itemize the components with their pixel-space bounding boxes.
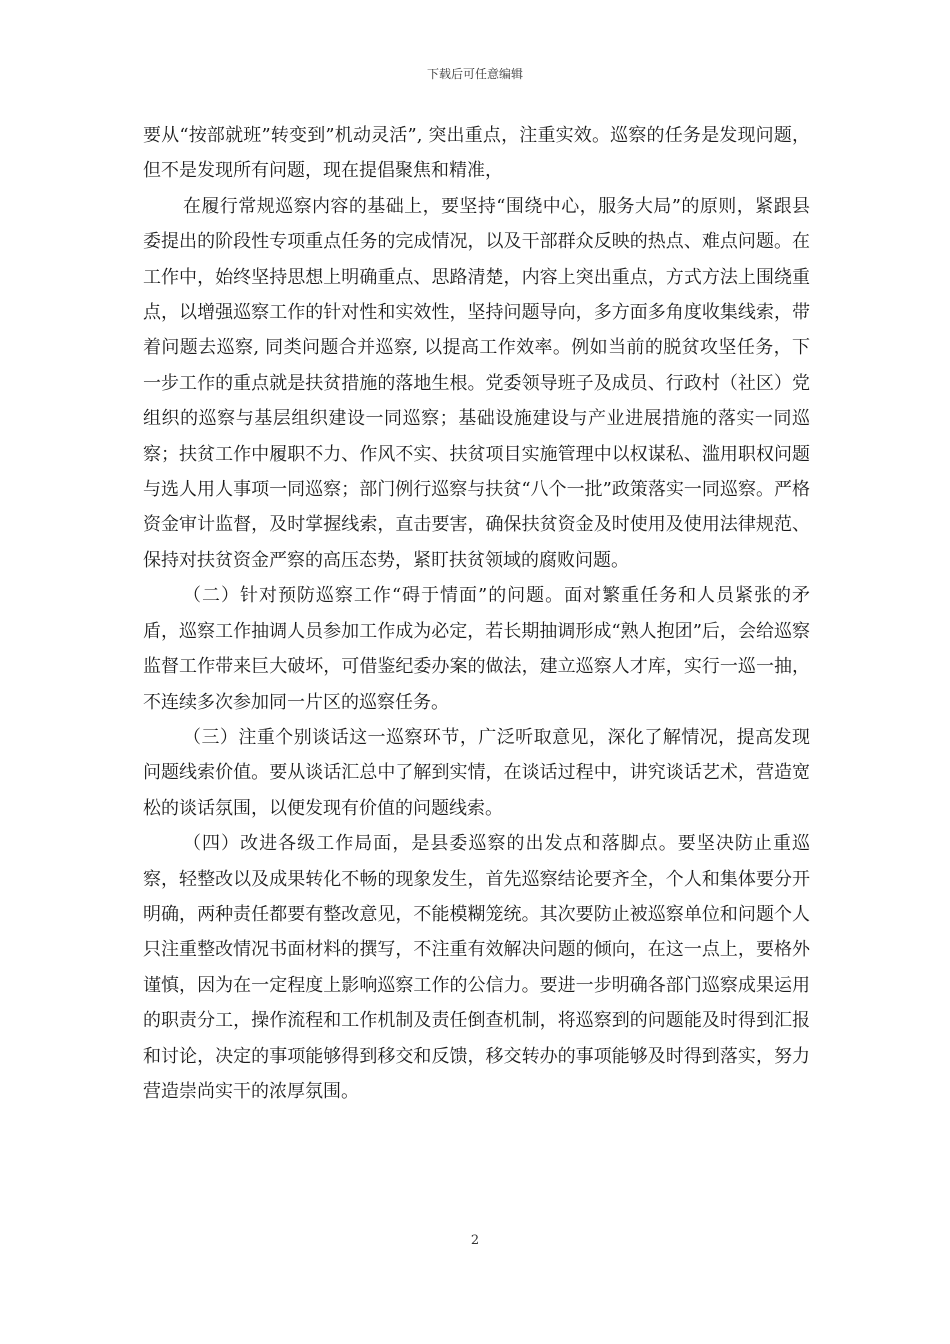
- paragraph-section-four: （四）改进各级工作局面，是县委巡察的出发点和落脚点。要坚决防止重巡察，轻整改以及成果转化不畅的现象发生，首先巡察结论要齐全，个人和集体要分开明确，两种责任都要有整改意见，不能模糊笼统。其次要防止被巡察单位和问题个人只注重整改情况书面材料的撰写，不注重有效解决问题的倾向，在这一点上，要格外谨慎，因为在一定程度上影响巡察工作的公信力。要进一步明确各部门巡察成果运用的职责分工，操作流程和工作机制及责任倒查机制，将巡察到的问题能及时得到汇报和讨论，决定的事项能够得到移交和反馈，移交转办的事项能够及时得到落实，努力营造崇尚实干的浓厚氛围。: [143, 833, 810, 1102]
- paragraph-section-two: （二）针对预防巡察工作“碍于情面”的问题。面对繁重任务和人员紧张的矛盾，巡察工作抽调人员参加工作成为必定，若长期抽调形成“熟人抱团”后，会给巡察监督工作带来巨大破坏，可借鉴纪委办案的做法，建立巡察人才库，实行一巡一抽，不连续多次参加同一片区的巡察任务。: [143, 585, 810, 713]
- paragraph-section-three: （三）注重个别谈话这一巡察环节，广泛听取意见，深化了解情况，提高发现问题线索价值。要从谈话汇总中了解到实情，在谈话过程中，讲究谈话艺术，营造宽松的谈话氛围，以便发现有价值的问题线索。: [143, 726, 810, 819]
- paragraph-focus-priorities: 在履行常规巡察内容的基础上，要坚持“围绕中心，服务大局”的原则，紧跟县委提出的阶段性专项重点任务的完成情况，以及干部群众反映的热点、难点问题。在工作中，始终坚持思想上明确重点、思路清楚，内容上突出重点，方式方法上围绕重点，以增强巡察工作的针对性和实效性，坚持问题导向，多方面多角度收集线索，带着问题去巡察, 同类问题合并巡察, 以提高工作效率。例如当前的脱贫攻坚任务，下一步工作的重点就是扶贫措施的落地生根。党委领导班子及成员、行政村（社区）党组织的巡察与基层组织建设一同巡察；基础设施建设与产业进展措施的落实一同巡察；扶贫工作中履职不力、作风不实、扶贫项目实施管理中以权谋私、滥用职权问题与选人用人事项一同巡察；部门例行巡察与扶贫“八个一批”政策落实一同巡察。严格资金审计监督，及时掌握线索，直击要害，确保扶贫资金及时使用及使用法律规范、保持对扶贫资金严察的高压态势，紧盯扶贫领域的腐败问题。: [143, 195, 810, 571]
- page-header: 下载后可任意编辑: [426, 67, 523, 81]
- page-number: 2: [470, 1233, 480, 1248]
- document-body: [143, 118, 810, 1109]
- paragraph-continuation: 要从“按部就班”转变到”机动灵活”, 突出重点，注重实效。巡察的任务是发现问题，但不是发现所有问题，现在提倡聚焦和精准，: [143, 125, 810, 182]
